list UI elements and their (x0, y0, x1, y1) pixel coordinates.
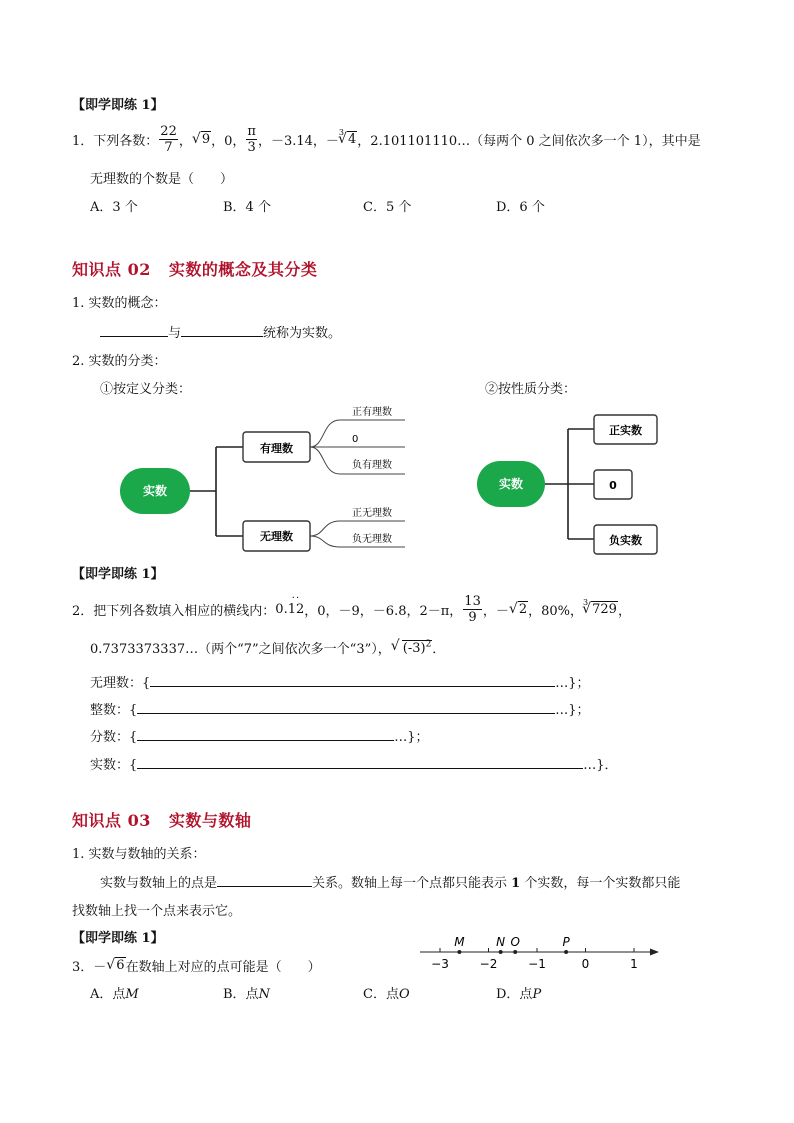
tree1-zero: 0 (352, 434, 359, 445)
question-1-number: 1． (72, 133, 94, 149)
concept-sentence (100, 322, 341, 341)
section-title-03: 实数与数轴 (168, 811, 252, 830)
question-3-neg: － (93, 960, 107, 975)
question-1-option-a: A．3 个 (90, 200, 138, 215)
sqrt-6: √ 6 (106, 958, 125, 973)
blank-real-label: 实数：{ (90, 758, 138, 773)
tree2-zero-label: 0 (609, 479, 617, 492)
blank-fraction-row (90, 726, 429, 745)
tree1-negative-rational: 负有理数 (352, 460, 392, 471)
question-1-mid1: ，0， (211, 133, 246, 149)
sqrt-square: √ $(-3)^2$ (391, 639, 433, 655)
number-line-tick-label: 0 (581, 957, 590, 971)
blank-integer-row (90, 699, 590, 718)
repeating-decimal-int: 0. (275, 601, 288, 617)
tree1-positive-rational: 正有理数 (352, 407, 392, 418)
question-2-line2 (90, 638, 445, 657)
number-line-point-label: P (562, 935, 570, 949)
section-code-03: 知识点 03 (72, 811, 151, 830)
question-2-prefix: 把下列各数填入相应的横线内： (93, 603, 276, 619)
concept-mid: 与 (168, 326, 182, 341)
tree1-positive-irrational: 正无理数 (352, 508, 392, 519)
section-heading-03 (72, 808, 251, 831)
blank-integer-label: 整数：{ (90, 703, 138, 718)
number-line (415, 930, 665, 978)
number-line-point (564, 950, 568, 954)
classify-by-definition-label: ①按定义分类： (100, 382, 192, 397)
cbrt-index: 3 (583, 597, 589, 607)
question-1-option-c: C．5 个 (363, 200, 412, 215)
number-line-point (499, 950, 503, 954)
practice-label-1: 【即学即练 1】 (72, 98, 164, 113)
tree2-root-label: 实数 (498, 477, 524, 491)
question-1-mid2: ，－3.14，－ (257, 133, 339, 149)
definition-classification-tree (0, 395, 794, 560)
blank-real-row (90, 754, 618, 773)
practice-label-2: 【即学即练 1】 (72, 567, 164, 582)
relation-item-label: 1. 实数与数轴的关系： (72, 847, 206, 862)
cbrt-index: 3 (338, 127, 345, 137)
classification-item-label: 2. 实数的分类： (72, 354, 167, 369)
repeating-dots: ·· (291, 592, 301, 604)
fraction-pi-3: $\frac{\pi}{3}$ (247, 123, 256, 155)
blank-irrational-row (90, 672, 590, 691)
tree2-positive-label: 正实数 (609, 424, 642, 437)
question-2-number: 2． (72, 603, 94, 619)
question-2-line1 (72, 590, 631, 628)
question-3-option-d: D．点P (496, 987, 542, 1002)
question-2-line2-end: ． (432, 642, 446, 657)
fraction-13-9: $\frac{13}{9}$ (464, 593, 481, 625)
sqrt-9: √ 9 (192, 132, 211, 147)
tree2-negative-label: 负实数 (609, 534, 642, 547)
blank-irrational-end: …}； (555, 676, 590, 691)
question-1-line1 (72, 120, 701, 158)
number-line-point-label: O (510, 935, 520, 949)
relation-text-c: 个实数，每一个实数都只能 (524, 876, 681, 891)
blank-integer-input[interactable] (137, 713, 555, 714)
question-3-line1 (72, 956, 321, 975)
relation-text-a: 实数与数轴上的点是 (100, 876, 218, 891)
number-line-tick-label: −3 (431, 957, 449, 971)
number-line-tick-label: 1 (630, 957, 638, 971)
concept-end: 统称为实数。 (263, 326, 342, 341)
concept-item-label: 1. 实数的概念： (72, 296, 167, 311)
tree1-negative-irrational: 负无理数 (352, 534, 392, 545)
blank-line (181, 336, 263, 337)
relation-text-b: 关系。数轴上每一个点都只能表示 (312, 876, 508, 891)
question-2-mid3: ，80%， (528, 603, 584, 619)
cbrt-729: √ 729 (582, 602, 618, 617)
number-line-tick-label: −2 (479, 957, 498, 971)
blank-fraction-input[interactable] (137, 740, 394, 741)
relation-sentence-line1 (100, 872, 680, 891)
blank-real-end: …}． (583, 758, 618, 773)
question-2-mid1: ，0，－9，－6.8，2－π， (304, 603, 463, 619)
section-heading-02 (72, 257, 317, 280)
number-line-point-label: M (454, 935, 465, 949)
relation-text-bold: 1 (511, 876, 521, 891)
tree1-root-label: 实数 (142, 484, 168, 498)
question-2-line2-text: 0.7373373337…（两个“7”之间依次多一个“3”）， (90, 642, 391, 657)
blank-fraction-end: …}； (394, 730, 429, 745)
classify-by-nature-label: ②按性质分类： (485, 382, 577, 397)
number-line-tick-label: −1 (528, 957, 546, 971)
repeating-decimal-digits (287, 592, 305, 617)
question-1-option-d: D．6 个 (496, 200, 545, 215)
section-code-02: 知识点 02 (72, 260, 151, 279)
question-3-number: 3． (72, 960, 94, 975)
question-3-text: 在数轴上对应的点可能是（ ） (125, 960, 321, 975)
question-3-option-c: C．点O (363, 987, 410, 1002)
blank-line (217, 886, 312, 887)
number-line-point (513, 950, 517, 954)
number-line-arrow (650, 949, 659, 956)
question-2-mid2: ，－ (482, 603, 509, 619)
relation-sentence-line2: 找数轴上找一个点来表示它。 (72, 904, 242, 919)
cbrt-4: √ 4 (338, 132, 357, 147)
question-1-option-b: B．4 个 (223, 200, 271, 215)
blank-real-input[interactable] (137, 768, 583, 769)
repeating-digits: 12 (287, 601, 305, 617)
tree1-rational-label: 有理数 (260, 442, 293, 455)
question-1-rest: ，2.101101110…（每两个 0 之间依次多一个 1），其中是 (357, 133, 701, 149)
number-line-point (457, 950, 461, 954)
section-title-02: 实数的概念及其分类 (168, 260, 318, 279)
blank-fraction-label: 分数：{ (90, 730, 138, 745)
question-3-option-b: B．点N (223, 987, 270, 1002)
blank-irrational-input[interactable] (150, 686, 555, 687)
question-2-end1: ， (617, 603, 631, 619)
tree1-irrational-label: 无理数 (260, 530, 293, 543)
separator: ， (178, 133, 192, 149)
question-3-option-a: A．点M (90, 987, 139, 1002)
blank-integer-end: …}； (555, 703, 590, 718)
question-1-prefix: 下列各数： (93, 133, 159, 149)
question-1-line2: 无理数的个数是（ ） (90, 172, 234, 187)
sqrt-2: √ 2 (509, 602, 528, 617)
blank-line (100, 336, 168, 337)
blank-irrational-label: 无理数：{ (90, 676, 151, 691)
number-line-point-label: N (496, 935, 506, 949)
fraction-22-7: $\frac{22}{7}$ (160, 123, 177, 155)
practice-label-3: 【即学即练 1】 (72, 931, 164, 946)
